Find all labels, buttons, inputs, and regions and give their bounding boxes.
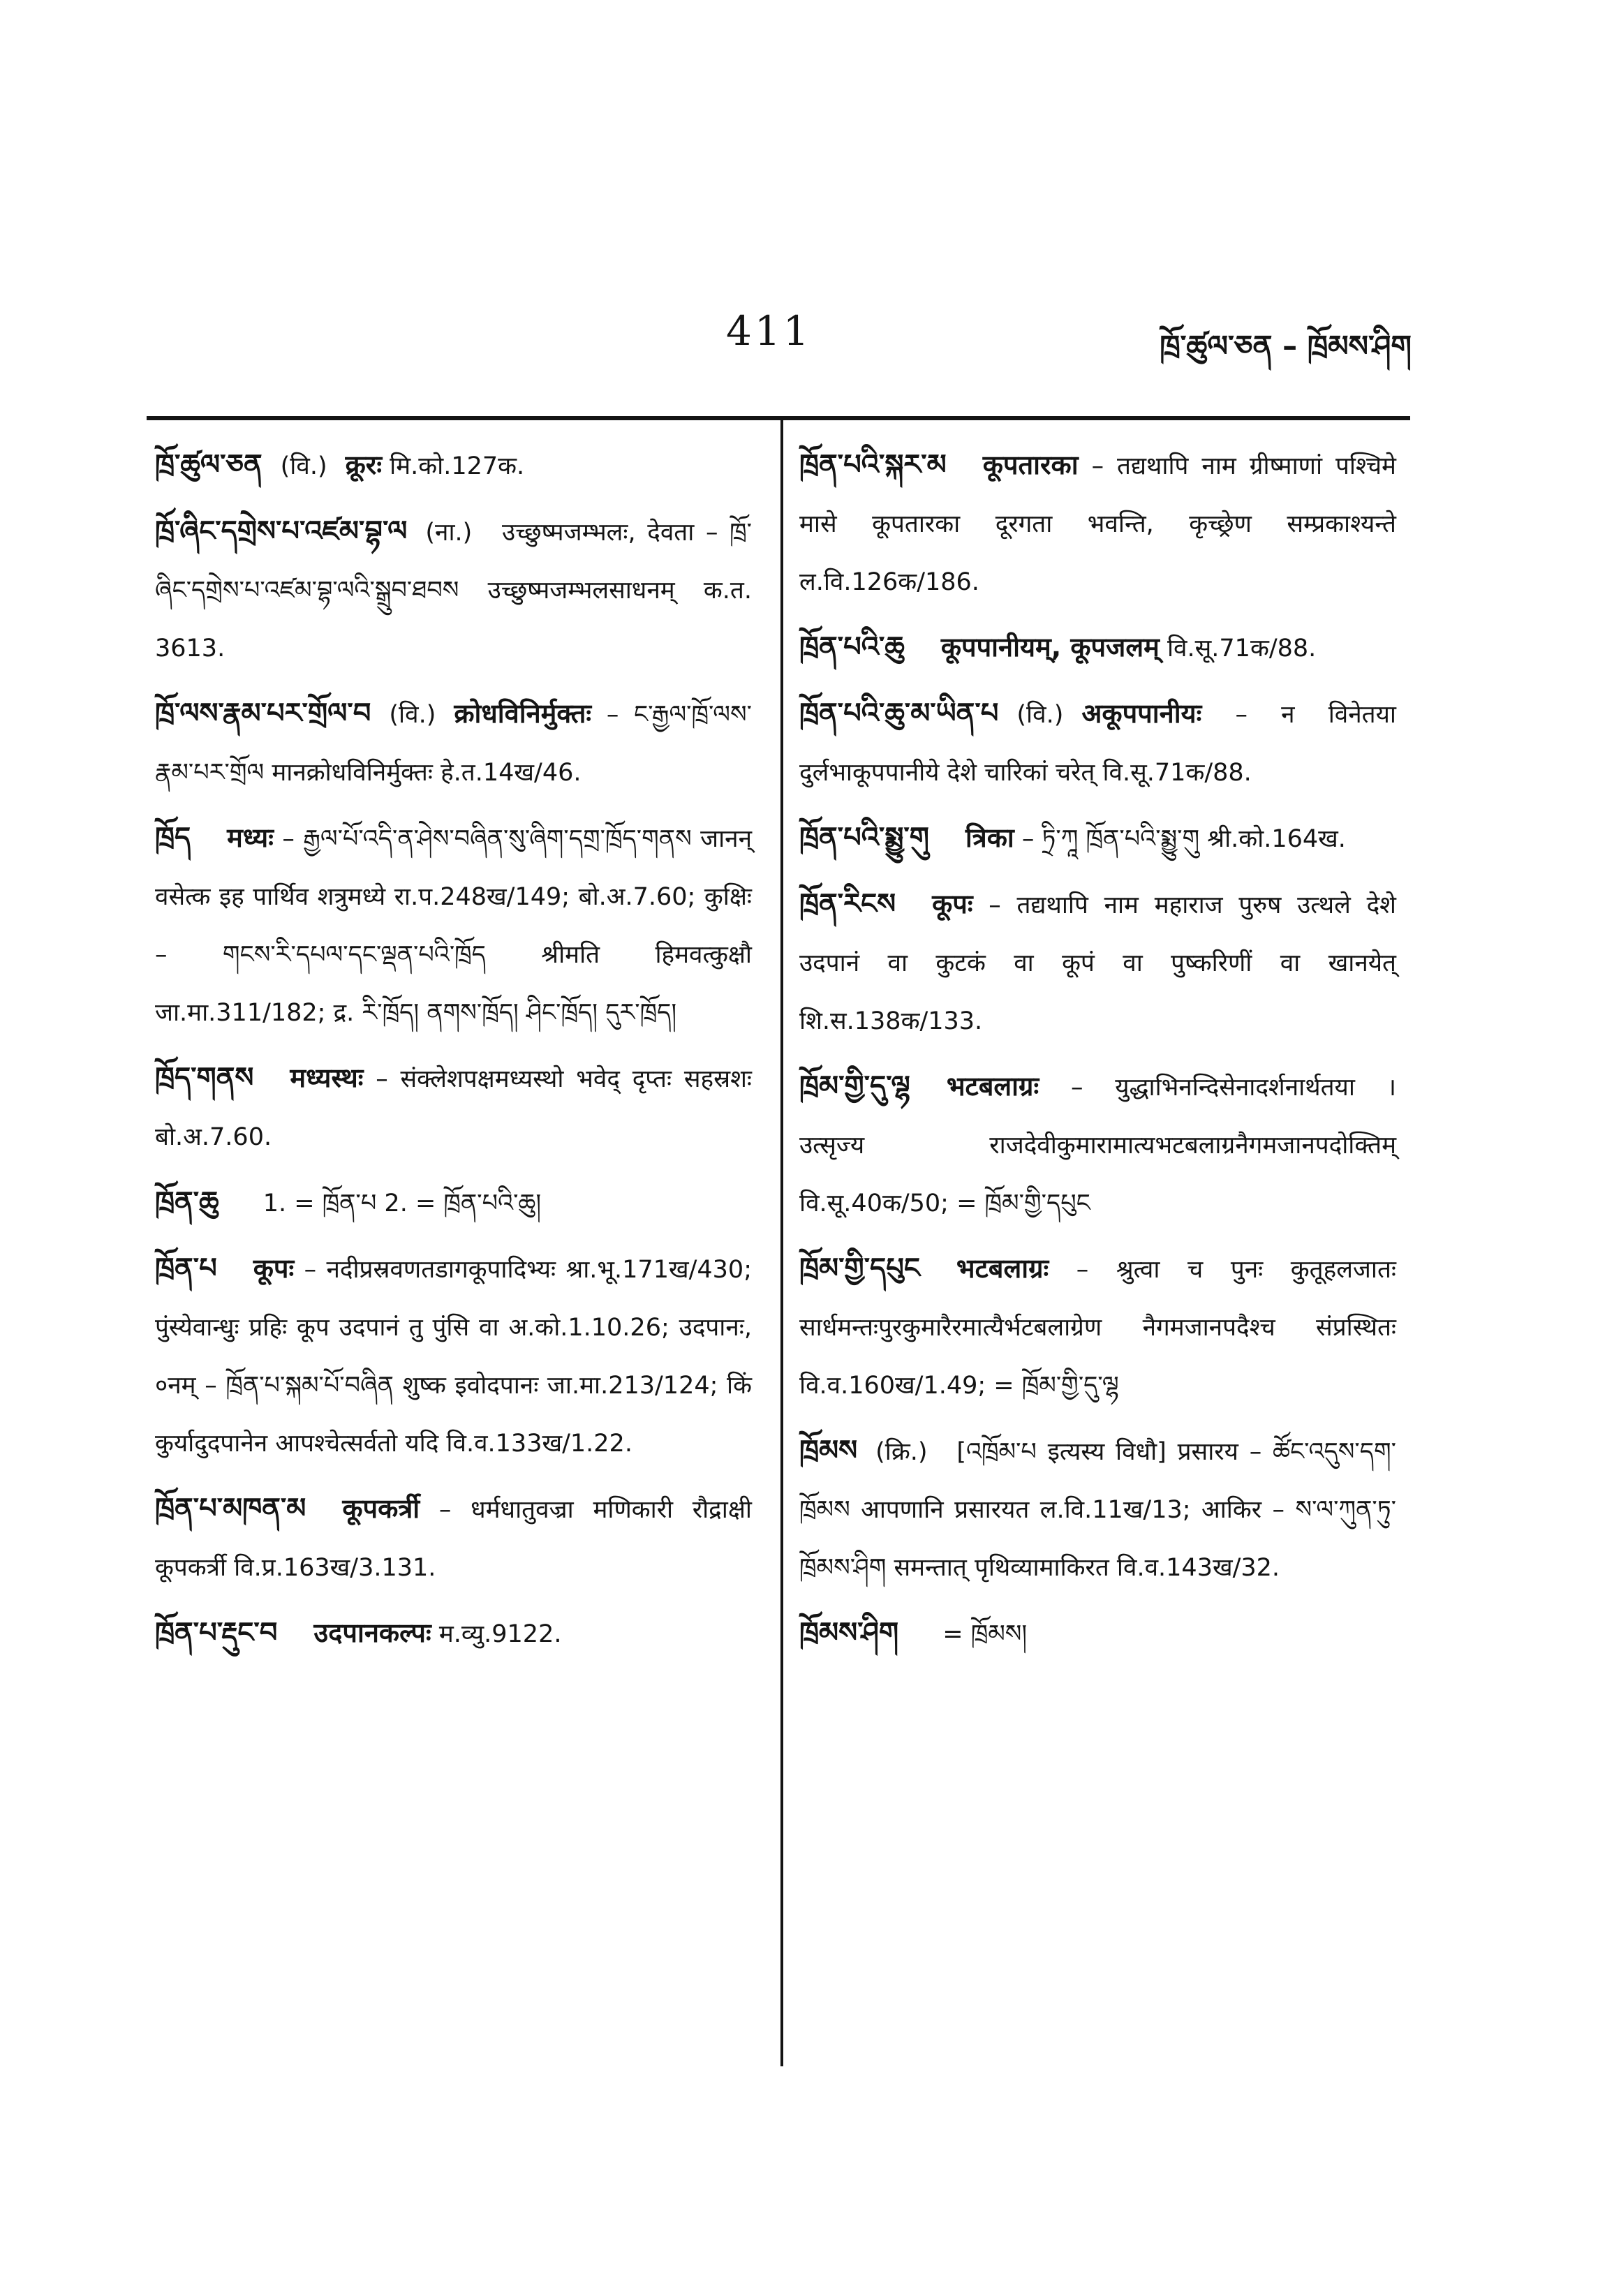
- headword: ཁྲོ་ཚུལ་ཅན: [155, 449, 262, 481]
- headword: ཁྲོན་ཆུ: [155, 1186, 219, 1218]
- entry-body: – ང་རྒྱལ་ཁྲོ་ལས་རྣམ་པར་གྲོལ मानक्रोधविनिर्मुक्तः हे.त.14ख/46.: [155, 701, 752, 787]
- dictionary-entry: [155, 1480, 752, 1597]
- entry-body: – युद्धाभिनन्दिसेनादर्शनार्थतया । उत्सृज्य राजदेवीकुमारामात्यभटबलाग्रनैगमजानपदोक्तिम् वि.सू.40क/50; = ཁྲོམ་གྱི་དཔུང: [799, 1074, 1396, 1217]
- header-rule: [147, 416, 1410, 420]
- headword: ཁྲོན་རིངས: [799, 888, 896, 920]
- dictionary-entry: [155, 809, 752, 1042]
- entry-body: – तद्यथापि नाम ग्रीष्माणां पश्चिमे मासे कूपतारका दूरगता भवन्ति, कृच्छ्रेण सम्प्रकाश्यन्ते ल.वि.126क/186.: [799, 452, 1396, 596]
- dictionary-entry: [799, 1422, 1396, 1597]
- sanskrit-equivalent: कूपः: [253, 1253, 295, 1284]
- headword: ཁྲོམས: [799, 1435, 858, 1467]
- entry-body: – तद्यथापि नाम महाराज पुरुष उत्थले देशे उदपानं वा कुटकं वा कूपं वा पुष्करिणीं वा खानयेत् शि.स.138क/133.: [799, 891, 1396, 1035]
- dictionary-entry: [155, 1049, 752, 1166]
- entry-body: – ཏྲི་ཀཱ ཁྲོན་པའི་སྨྱུ་གུ श्री.को.164ख.: [1021, 825, 1346, 853]
- headword: ཁྲོན་པའི་སྐར་མ: [799, 449, 947, 481]
- sanskrit-equivalent: कूपतारका: [982, 450, 1079, 480]
- headword: ཁྲོ་ལས་རྣམ་པར་གྲོལ་བ: [155, 697, 371, 729]
- dictionary-entry: [155, 503, 752, 678]
- headword: ཁྲོམ་གྱི་དུ་ལྷ: [799, 1070, 910, 1102]
- sanskrit-equivalent: भटबलाग्रः: [946, 1071, 1039, 1102]
- left-column: [155, 436, 752, 1671]
- sanskrit-equivalent: कूपपानीयम्, कूपजलम्: [940, 632, 1160, 662]
- dictionary-entry: [155, 1173, 752, 1233]
- entry-body: – श्रुत्वा च पुनः कुतूहलजातः सार्धमन्तःपुरकुमारैरमात्यैर्भटबलाग्रेण नैगमजानपदैश्च संप्रस्थितः वि.व.160ख/1.49; = ཁྲོམ་གྱི་དུ་ལྷ: [799, 1256, 1396, 1400]
- dictionary-entry: [155, 436, 752, 496]
- dictionary-entry: [799, 1604, 1396, 1664]
- headword: ཁྲོན་པ་རྡུང་བ: [155, 1617, 278, 1649]
- dictionary-entry: [799, 685, 1396, 802]
- headword: ཁྲོན་པ་མཁན་མ: [155, 1493, 306, 1525]
- dictionary-entry: [155, 685, 752, 802]
- dictionary-entry: [799, 875, 1396, 1051]
- entry-body: – རྒྱལ་པོ་འདི་ན་ཤེས་བཞིན་སུ་ཞིག་དགྲ་ཁྲོད་གནས जानन् वसेत्क इह पार्थिव शत्रुमध्ये रा.प.248ख/149; बो.अ.7.60; कुक्षिः – གངས་རི་དཔལ་དང་ལྡན་པའི་ཁྲོད श्रीमति हिमवत्कुक्षौ जा.मा.311/182; द्र. རི་ཁྲོད། ནགས་ཁྲོད། ཤིང་ཁྲོད། དུར་ཁྲོད།: [155, 825, 752, 1027]
- entry-body: – नदीप्रस्रवणतडागकूपादिभ्यः श्रा.भू.171ख/430; पुंस्येवान्धुः प्रहिः कूप उदपानं तु पुंसि वा अ.को.1.10.26; उदपानः, ०नम् – ཁྲོན་པ་སྐམ་པོ་བཞིན शुष्क इवोदपानः जा.मा.213/124; किं कुर्यादुदपानेन आपश्चेत्सर्वतो यदि वि.व.133ख/1.22.: [155, 1256, 752, 1458]
- entry-body: – न विनेतया दुर्लभाकूपपानीये देशे चारिकां चरेत् वि.सू.71क/88.: [799, 701, 1396, 787]
- grammar-tag: (क्रि.): [875, 1438, 928, 1466]
- dictionary-entry: [155, 1240, 752, 1473]
- sanskrit-equivalent: त्रिका: [965, 822, 1014, 853]
- headword: ཁྲོམ་གྱི་དཔུང: [799, 1252, 920, 1284]
- entry-body: म.व्यु.9122.: [438, 1620, 562, 1648]
- headword: ཁྲོན་པའི་ཆུ་མ་ཡིན་པ: [799, 697, 999, 729]
- sanskrit-equivalent: कूपः: [932, 889, 973, 919]
- headword: ཁྲོ་ཞིང་དགྲེས་པ་འཛམ་བྷ་ལ: [155, 515, 408, 547]
- grammar-tag: (ना.): [425, 519, 473, 547]
- entry-body: [འཁྲོམ་པ इत्यस्य विधौ] प्रसारय – ཚོང་འདུས་དག་ཁྲོམས आपणानि प्रसारयत ल.वि.11ख/13; आकिर – ས་ལ་ཀུན་ཏུ་ཁྲོམས་ཤིག समन्तात् पृथिव्यामाकिरत वि.व.143ख/32.: [799, 1438, 1396, 1582]
- sanskrit-equivalent: क्रोधविनिर्मुक्तः: [454, 698, 592, 729]
- headword: ཁྲོན་པའི་ཆུ: [799, 631, 905, 663]
- sanskrit-equivalent: मध्यः: [227, 822, 274, 853]
- entry-body: 1. = ཁྲོན་པ 2. = ཁྲོན་པའི་ཆུ།: [262, 1190, 542, 1217]
- sanskrit-equivalent: भटबलाग्रः: [956, 1253, 1049, 1284]
- entry-body: = ཁྲོམས།: [942, 1620, 1028, 1648]
- sanskrit-equivalent: उदपानकल्पः: [313, 1617, 431, 1648]
- dictionary-entry: [799, 619, 1396, 678]
- sanskrit-equivalent: क्रूरः: [345, 450, 383, 480]
- sanskrit-equivalent: मध्यस्थः: [290, 1062, 364, 1093]
- grammar-tag: (वि.): [1016, 701, 1064, 729]
- entry-body: मि.को.127क.: [390, 452, 525, 480]
- running-header: ཁྲོ་ཚུལ་ཅན – ཁྲོམས་ཤིག: [1160, 329, 1412, 363]
- right-column: [799, 436, 1396, 1671]
- dictionary-entry: [799, 1058, 1396, 1233]
- entry-body: वि.सू.71क/88.: [1167, 635, 1317, 662]
- headword: ཁྲོན་པ: [155, 1252, 217, 1284]
- headword: ཁྲོམས་ཤིག: [799, 1617, 899, 1649]
- grammar-tag: (वि.): [280, 452, 327, 480]
- headword: ཁྲོད་གནས: [155, 1062, 254, 1094]
- sanskrit-equivalent: अकूपपानीयः: [1081, 698, 1202, 729]
- column-divider: [780, 419, 783, 2066]
- entry-body: – संक्लेशपक्षमध्यस्थो भवेद् दृप्तः सहस्रशः बो.अ.7.60.: [155, 1065, 752, 1151]
- sanskrit-equivalent: कूपकर्त्री: [342, 1493, 420, 1524]
- dictionary-entry: [799, 809, 1396, 868]
- grammar-tag: (वि.): [389, 701, 436, 729]
- dictionary-entry: [155, 1604, 752, 1664]
- entry-body: – धर्मधातुवज्रा मणिकारी रौद्राक्षी कूपकर्त्री वि.प्र.163ख/3.131.: [155, 1496, 752, 1582]
- headword: ཁྲོད: [155, 822, 191, 854]
- dictionary-entry: [799, 436, 1396, 612]
- headword: ཁྲོན་པའི་སྨྱུ་གུ: [799, 822, 929, 854]
- dictionary-entry: [799, 1240, 1396, 1415]
- page-number: 411: [726, 307, 812, 355]
- entry-body: उच्छुष्मजम्भलः, देवता – ཁྲོ་ཞིང་དགྲེས་པ་འཛམ་བྷ་ལའི་སྒྲུབ་ཐབས उच्छुष्मजम्भलसाधनम् क.त. 3613.: [155, 519, 752, 662]
